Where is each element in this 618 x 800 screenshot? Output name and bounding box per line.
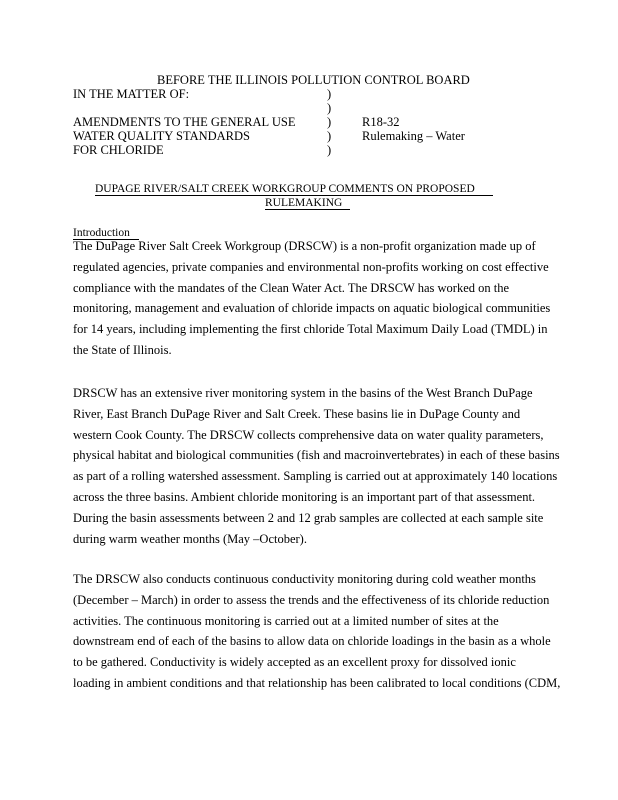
- paragraph-line: River, East Branch DuPage River and Salt Creek. These basins lie in DuPage County and: [73, 406, 521, 421]
- comment-title-line2: RULEMAKING: [265, 197, 343, 209]
- paragraph-line: monitoring, management and evaluation of chloride impacts on aquatic biological communities: [73, 301, 551, 316]
- matter-label: IN THE MATTER OF:: [73, 87, 190, 101]
- paragraph-2: [73, 383, 560, 549]
- paragraph-3: [73, 569, 561, 694]
- paragraph-line: regulated agencies, private companies and environmental non-profits working on cost effective: [73, 259, 549, 274]
- caption-paren: ): [327, 129, 332, 143]
- paragraph-line: downstream end of each of the basins to allow data on chloride loadings in the basin as a whole: [73, 634, 551, 649]
- paragraph-line: activities. The continuous monitoring is carried out at a limited number of sites at the: [73, 613, 499, 628]
- paragraph-1: [73, 236, 551, 361]
- caption-paren: ): [327, 143, 332, 157]
- paragraph-line: as part of a rolling watershed assessment. Sampling is carried out at approximately 140 locations: [73, 469, 558, 484]
- paragraph-line: The DRSCW also conducts continuous conductivity monitoring during cold weather months: [73, 572, 536, 586]
- paragraph-line: (December – March) in order to assess the trends and the effectiveness of its chloride reduction: [73, 592, 550, 607]
- paragraph-line: compliance with the mandates of the Clean Water Act. The DRSCW has worked on the: [73, 280, 510, 295]
- paragraph-line: western Cook County. The DRSCW collects comprehensive data on water quality parameters,: [73, 427, 544, 442]
- comment-title-line1: DUPAGE RIVER/SALT CREEK WORKGROUP COMMENTS ON PROPOSED: [95, 183, 475, 195]
- board-title: BEFORE THE ILLINOIS POLLUTION CONTROL BOARD: [157, 73, 470, 87]
- paragraph-line: to be gathered. Conductivity is widely accepted as an excellent proxy for dissolved ionic: [73, 655, 516, 670]
- paragraph-line: during warm weather months (May –October).: [73, 531, 307, 546]
- paragraph-line: across the three basins. Ambient chloride monitoring is an important part of that assessment.: [73, 489, 536, 504]
- amendment-line: AMENDMENTS TO THE GENERAL USE: [73, 115, 296, 129]
- caption-paren: ): [327, 101, 332, 115]
- amendment-line: FOR CHLORIDE: [73, 143, 164, 157]
- paragraph-line: for 14 years, including implementing the first chloride Total Maximum Daily Load (TMDL) in: [73, 322, 548, 337]
- docket-number: R18-32: [362, 115, 400, 129]
- paragraph-line: During the basin assessments between 2 and 12 grab samples are collected at each sample site: [73, 510, 544, 525]
- paragraph-line: DRSCW has an extensive river monitoring system in the basins of the West Branch DuPage: [73, 386, 533, 400]
- amendment-line: WATER QUALITY STANDARDS: [73, 129, 251, 143]
- paragraph-line: the State of Illinois.: [73, 342, 172, 357]
- paragraph-line: loading in ambient conditions and that relationship has been calibrated to local conditions (CDM,: [73, 675, 561, 690]
- paragraph-line: The DuPage River Salt Creek Workgroup (DRSCW) is a non-profit organization made up of: [73, 239, 536, 253]
- docket-type: Rulemaking – Water: [362, 129, 465, 143]
- paragraph-line: physical habitat and biological communities (fish and macroinvertebrates) in each of these basins: [73, 448, 560, 463]
- title-underline: [265, 209, 350, 210]
- caption-paren: ): [327, 87, 332, 101]
- caption-paren: ): [327, 115, 332, 129]
- introduction-heading: Introduction: [73, 227, 130, 239]
